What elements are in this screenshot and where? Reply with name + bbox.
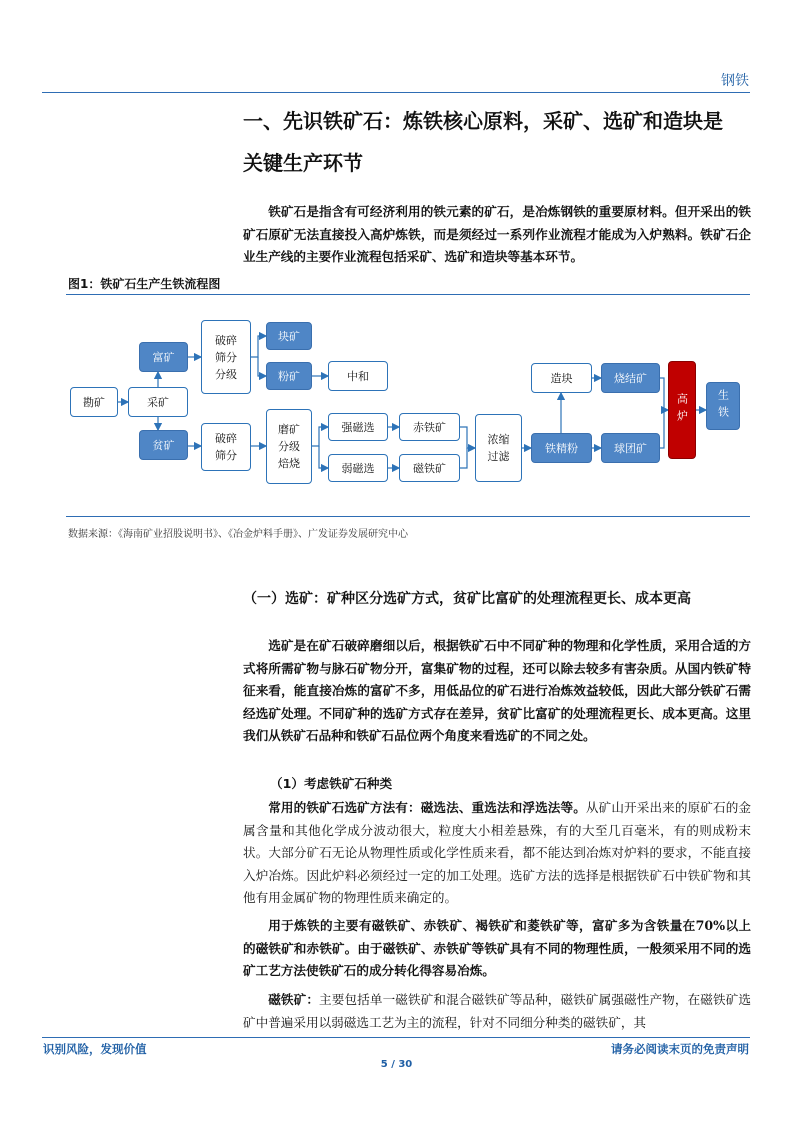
footer-disclaimer: 请务必阅读末页的免责声明 xyxy=(611,1042,749,1056)
node-jing: 铁精粉 xyxy=(531,433,592,463)
paragraph-methods xyxy=(243,797,751,910)
subsection-title: （一）选矿：矿种区分选矿方式，贫矿比富矿的处理流程更长、成本更高 xyxy=(243,591,691,607)
node-zhonghe: 中和 xyxy=(328,361,388,391)
node-ruo: 弱磁选 xyxy=(328,454,388,482)
node-qiang: 强磁选 xyxy=(328,413,388,441)
node-cai: 采矿 xyxy=(128,387,188,417)
node-ci: 磁铁矿 xyxy=(399,454,460,482)
figure-caption: 图1：铁矿石生产生铁流程图 xyxy=(68,277,221,291)
paragraph-methods-lead: 常用的铁矿石选矿方法有：磁选法、重选法和浮选法等。 xyxy=(268,800,586,815)
paragraph-magnetite-body: 主要包括单一磁铁矿和混合磁铁矿等品种，磁铁矿属强磁性产物，在磁铁矿选矿中普遍采用以弱磁选工艺为主的流程，针对不同细分种类的磁铁矿，其 xyxy=(243,992,752,1030)
node-kuai: 块矿 xyxy=(266,322,312,350)
node-mo: 磨矿 分级 焙烧 xyxy=(266,409,312,484)
page-title-line1: 一、先识铁矿石：炼铁核心原料，采矿、选矿和造块是 xyxy=(243,109,723,133)
paragraph-magnetite xyxy=(243,989,751,1034)
paragraph-magnetite-lead: 磁铁矿： xyxy=(268,992,320,1007)
sub-heading-ore-type: （1）考虑铁矿石种类 xyxy=(270,776,393,791)
node-zao: 造块 xyxy=(531,363,592,393)
node-kan: 勘矿 xyxy=(70,387,118,417)
node-qiutuan: 球团矿 xyxy=(601,433,660,463)
figure-source: 数据来源：《海南矿业招股说明书》、《冶金炉料手册》、广发证券发展研究中心 xyxy=(68,529,408,540)
page-title-line2: 关键生产环节 xyxy=(243,151,363,175)
paragraph-methods-body: 从矿山开采出来的原矿石的金属含量和其他化学成分波动很大，粒度大小相差悬殊，有的大至几百毫米，有的则成粉末状。大部分矿石无论从物理性质或化学性质来看，都不能达到冶炼对炉料的要求，不能直接入炉冶炼。因此炉料必须经过一定的加工处理。选矿方法的选择是根据铁矿石中铁矿物和其他有用金属矿物的物理性质来确定的。 xyxy=(243,800,752,906)
node-fen: 粉矿 xyxy=(266,362,312,390)
node-pin: 贫矿 xyxy=(139,430,188,460)
paragraph-selection: 选矿是在矿石破碎磨细以后，根据铁矿石中不同矿种的物理和化学性质，采用合适的方式将所需矿物与脉石矿物分开，富集矿物的过程，还可以除去较多有害杂质。从国内铁矿特征来看，能直接冶炼的富矿不多，用低品位的矿石进行冶炼效益较低，因此大部分铁矿石需经选矿处理。不同矿种的选矿方式存在差异，贫矿比富矿的处理流程更长、成本更高。这里我们从铁矿石品种和铁矿石品位两个角度来看选矿的不同之处。 xyxy=(243,638,751,744)
section-tag: 钢铁 xyxy=(721,73,749,89)
footer-slogan: 识别风险，发现价值 xyxy=(43,1042,147,1056)
intro-paragraph: 铁矿石是指含有可经济利用的铁元素的矿石，是冶炼钢铁的重要原材料。但开采出的铁矿石原矿无法直接投入高炉炼铁，而是须经过一系列作业流程才能成为入炉熟料。铁矿石企业生产线的主要作业流程包括采矿、选矿和造块等基本环节。 xyxy=(243,204,751,265)
node-fu: 富矿 xyxy=(139,342,188,372)
source-rule xyxy=(66,516,750,517)
header-rule xyxy=(42,92,750,93)
node-nong: 浓缩 过滤 xyxy=(475,414,522,482)
footer-page-number: 5 / 30 xyxy=(380,1059,413,1070)
node-sheng: 生铁 xyxy=(706,382,740,430)
footer-rule xyxy=(42,1037,750,1038)
node-crush2: 破碎 筛分 xyxy=(201,423,251,471)
caption-rule xyxy=(66,294,750,295)
node-shaojie: 烧结矿 xyxy=(601,363,660,393)
node-chi: 赤铁矿 xyxy=(399,413,460,441)
node-crush1: 破碎 筛分 分级 xyxy=(201,320,251,394)
paragraph-iron-types: 用于炼铁的主要有磁铁矿、赤铁矿、褐铁矿和菱铁矿等，富矿多为含铁量在70%以上的磁铁矿和赤铁矿。由于磁铁矿、赤铁矿等铁矿具有不同的物理性质，一般须采用不同的选矿工艺方法使铁矿石的成分转化得容易冶炼。 xyxy=(243,918,751,979)
page-title xyxy=(243,100,753,184)
node-gaolu: 高炉 xyxy=(668,361,696,459)
